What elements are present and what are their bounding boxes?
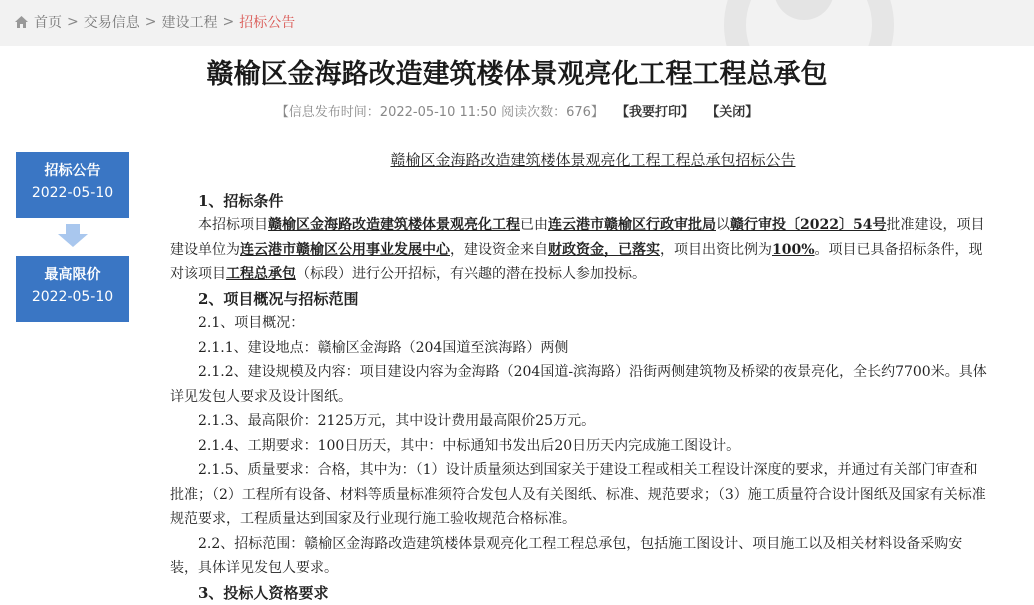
page-title: 赣榆区金海路改造建筑楼体景观亮化工程工程总承包 [0, 52, 1034, 91]
timeline-item-tender-notice[interactable] [16, 152, 129, 218]
print-link[interactable]: 【我要打印】 [616, 105, 694, 120]
text-fragment: ，项目出资比例为 [660, 242, 772, 258]
timeline-date: 2022-05-10 [16, 183, 129, 203]
funding-source: 财政资金，已落实 [548, 242, 660, 258]
publish-info: 【信息发布时间：2022-05-10 11:50 阅读次数：676】 [276, 105, 604, 120]
section-line: 2.1.4、工期要求：100日历天，其中：中标通知书发出后20日历天内完成施工图设计。 [170, 434, 990, 459]
announcement-content [170, 148, 990, 605]
section-line: 2.1.1、建设地点：赣榆区金海路（204国道至滨海路）两侧 [170, 336, 990, 361]
breadcrumb-bar [0, 0, 1034, 46]
section-heading: 2、项目概况与招标范围 [170, 287, 990, 312]
timeline-date: 2022-05-10 [16, 287, 129, 307]
approval-number: 赣行审投〔2022〕54号 [730, 217, 886, 233]
approval-authority: 连云港市赣榆区行政审批局 [548, 217, 716, 233]
breadcrumb-current[interactable]: 招标公告 [239, 12, 295, 32]
close-link[interactable]: 【关闭】 [706, 105, 758, 120]
breadcrumb [14, 12, 295, 32]
construction-unit: 连云港市赣榆区公用事业发展中心 [240, 242, 450, 258]
text-fragment: 本招标项目 [198, 217, 268, 233]
text-fragment: 以 [716, 217, 730, 233]
publish-meta [0, 101, 1034, 120]
text-fragment: （标段）进行公开招标，有兴趣的潜在投标人参加投标。 [296, 266, 646, 282]
announcement-title: 赣榆区金海路改造建筑楼体景观亮化工程工程总承包招标公告 [196, 148, 990, 173]
project-name: 赣榆区金海路改造建筑楼体景观亮化工程 [268, 217, 520, 233]
home-icon[interactable] [14, 15, 29, 29]
breadcrumb-home[interactable]: 首页 [34, 12, 62, 32]
section-paragraph [170, 213, 990, 287]
timeline-label: 招标公告 [16, 161, 129, 181]
bid-section: 工程总承包 [226, 266, 296, 282]
section-line: 2.2、招标范围：赣榆区金海路改造建筑楼体景观亮化工程工程总承包，包括施工图设计、项目施工以及相关材料设备采购安装，具体详见发包人要求。 [170, 532, 990, 581]
section-line: 2.1.5、质量要求：合格，其中为：（1）设计质量须达到国家关于建设工程或相关工程设计深度的要求，并通过有关部门审查和批准；（2）工程所有设备、材料等质量标准须符合发包人及有关图纸、标准、规范要求；（3）施工质量符合设计图纸及国家有关标准规范要求，工程质量达到国家及行业现行施工验收规范合格标准。 [170, 458, 990, 532]
section-line: 2.1.2、建设规模及内容：项目建设内容为金海路（204国道-滨海路）沿街两侧建筑物及桥梁的夜景亮化，全长约7700米。具体详见发包人要求及设计图纸。 [170, 360, 990, 409]
breadcrumb-separator: > [67, 14, 79, 30]
section-line: 2.1、项目概况： [170, 311, 990, 336]
section-line: 2.1.3、最高限价：2125万元，其中设计费用最高限价25万元。 [170, 409, 990, 434]
text-fragment: ，建设资金来自 [450, 242, 548, 258]
text-fragment: 批准建设，项目建设单位为 [170, 217, 984, 258]
timeline-label: 最高限价 [16, 265, 129, 285]
breadcrumb-separator: > [145, 14, 157, 30]
arrow-down-icon [56, 224, 90, 248]
sidebar-timeline [16, 152, 129, 322]
breadcrumb-trading-info[interactable]: 交易信息 [84, 12, 140, 32]
text-fragment: 已由 [520, 217, 548, 233]
section-heading: 3、投标人资格要求 [170, 581, 990, 605]
timeline-connector [16, 218, 129, 256]
timeline-item-max-price[interactable] [16, 256, 129, 322]
text-fragment: 。项目已具备招标条件，现对该项目 [170, 242, 983, 283]
funding-ratio: 100% [772, 242, 815, 258]
breadcrumb-construction[interactable]: 建设工程 [161, 12, 217, 32]
breadcrumb-separator: > [222, 14, 234, 30]
section-heading: 1、招标条件 [170, 189, 990, 214]
